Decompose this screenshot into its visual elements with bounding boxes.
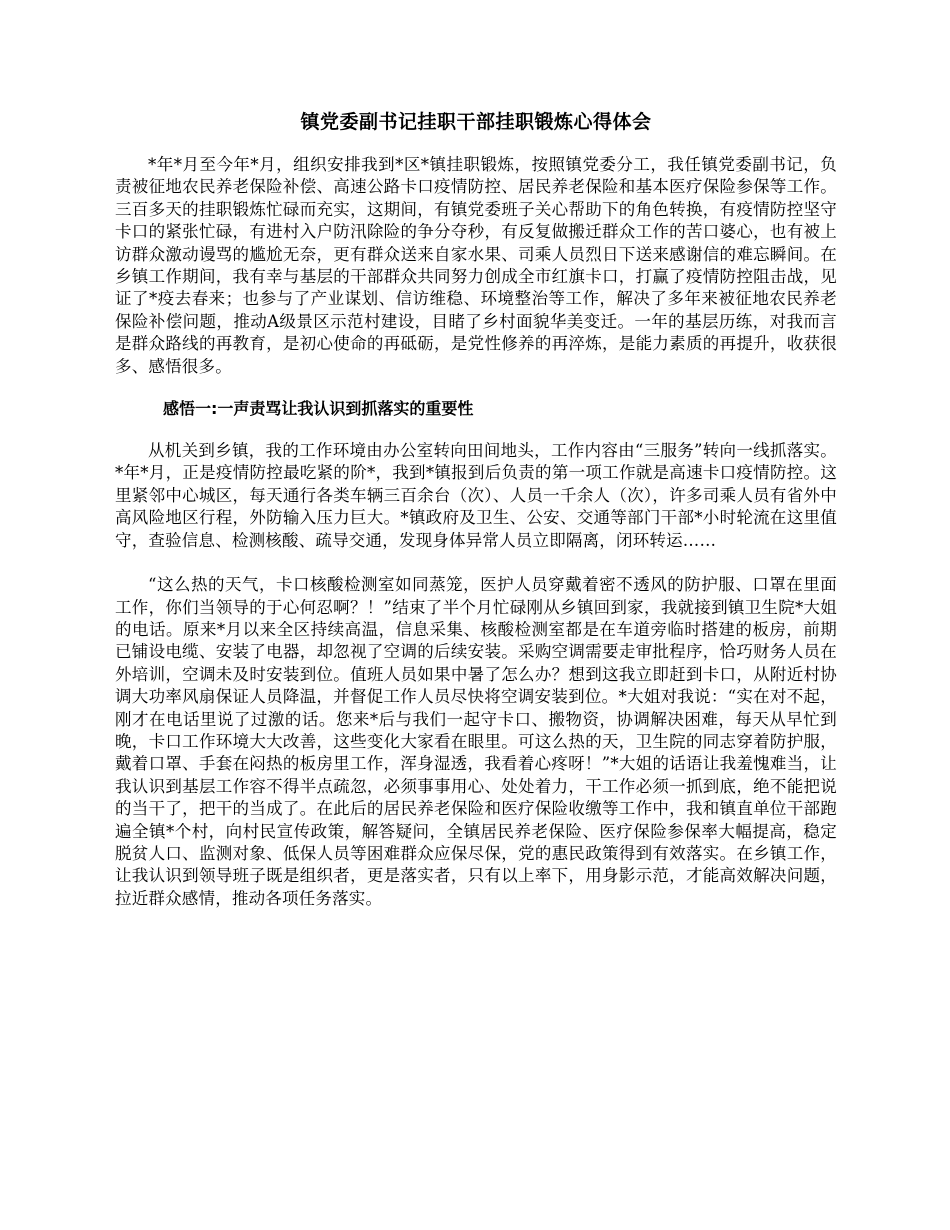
intro-paragraph: *年*月至今年*月，组织安排我到*区*镇挂职锻炼，按照镇党委分工，我任镇党委副书记，负责被征地农民养老保险补偿、高速公路卡口疫情防控、居民养老保险和基本医疗保险参保等工作。三百多天的挂职锻炼忙碌而充实，这期间，有镇党委班子关心帮助下的角色转换，有疫情防控坚守卡口的紧张忙碌，有进村入户防汛除险的争分夺秒，有反复做搬迁群众工作的苦口婆心，也有被上访群众激动谩骂的尴尬无奈，更有群众送来自家水果、司乘人员烈日下送来感谢信的难忘瞬间。在乡镇工作期间，我有幸与基层的干部群众共同努力创成全市红旗卡口，打赢了疫情防控阻击战，见证了*疫去春来；也参与了产业谋划、信访维稳、环境整治等工作，解决了多年来被征地农民养老保险补偿问题，推动A级景区示范村建设，目睹了乡村面貌华美变迁。一年的基层历练，对我而言是群众路线的再教育，是初心使命的再砥砺，是党性修养的再淬炼，是能力素质的再提升，收获很多、感悟很多。 (115, 155, 837, 376)
section-paragraph-2: “这么热的天气，卡口核酸检测室如同蒸笼，医护人员穿戴着密不透风的防护服、口罩在里面工作，你们当领导的于心何忍啊？！”结束了半个月忙碌刚从乡镇回到家，我就接到镇卫生院*大姐的电话。原来*月以来全区持续高温，信息采集、核酸检测室都是在车道旁临时搭建的板房，前期已铺设电缆、安装了电器，却忽视了空调的后续安装。采购空调需要走审批程序，恰巧财务人员在外培训，空调未及时安装到位。值班人员如果中暑了怎么办？想到这我立即赶到卡口，从附近村协调大功率风扇保证人员降温，并督促工作人员尽快将空调安装到位。*大姐对我说：“实在对不起，刚才在电话里说了过激的话。您来*后与我们一起守卡口、搬物资，协调解决困难，每天从早忙到晚，卡口工作环境大大改善，这些变化大家看在眼里。可这么热的天，卫生院的同志穿着防护服，戴着口罩、手套在闷热的板房里工作，浑身湿透，我看着心疼呀！”*大姐的话语让我羞愧难当，让我认识到基层工作容不得半点疏忽，必须事事用心、处处着力，干工作必须一抓到底，绝不能把说的当干了，把干的当成了。在此后的居民养老保险和医疗保险收缴等工作中，我和镇直单位干部跑遍全镇*个村，向村民宣传政策，解答疑问，全镇居民养老保险、医疗保险参保率大幅提高，稳定脱贫人口、监测对象、低保人员等困难群众应保尽保，党的惠民政策得到有效落实。在乡镇工作，让我认识到领导班子既是组织者，更是落实者，只有以上率下，用身影示范，才能高效解决问题，拉近群众感情，推动各项任务落实。 (115, 575, 837, 908)
document-title: 镇党委副书记挂职干部挂职锻炼心得体会 (300, 111, 652, 133)
document-page (115, 108, 837, 910)
section-paragraph-1: 从机关到乡镇，我的工作环境由办公室转向田间地头，工作内容由“三服务”转向一线抓落实。*年*月，正是疫情防控最吃紧的阶*，我到*镇报到后负责的第一项工作就是高速卡口疫情防控。这里紧邻中心城区，每天通行各类车辆三百余台（次）、人员一千余人（次），许多司乘人员有省外中高风险地区行程，外防输入压力巨大。*镇政府及卫生、公安、交通等部门干部*小时轮流在这里值守，查验信息、检测核酸、疏导交通，发现身体异常人员立即隔离，闭环转运…… (115, 441, 837, 550)
paragraph-spacer (115, 552, 837, 574)
section-heading: 感悟一:一声责骂让我认识到抓落实的重要性 (163, 399, 474, 419)
